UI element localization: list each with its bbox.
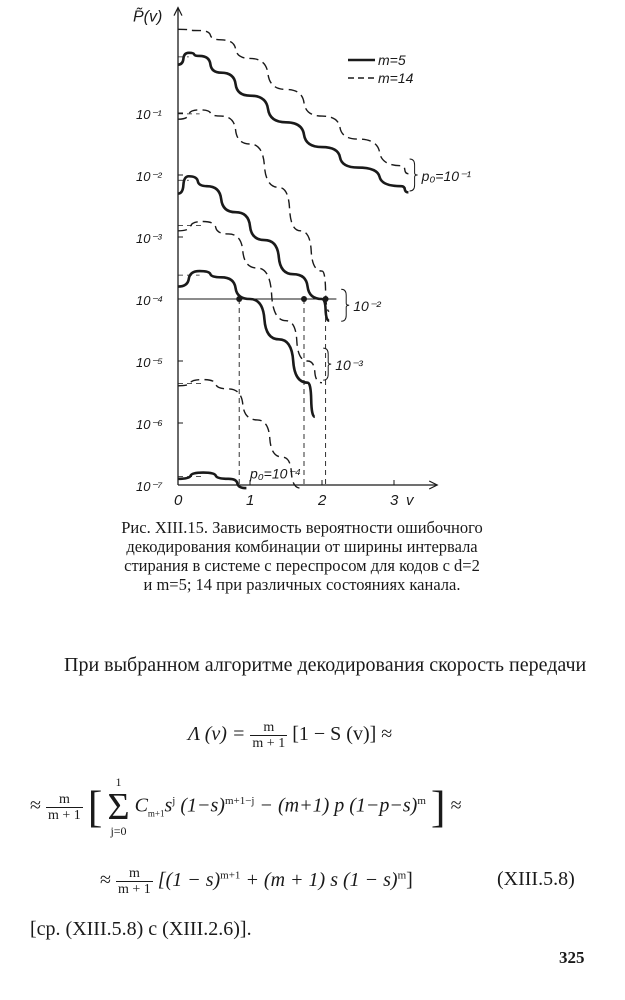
- curve-m14-group-0: [178, 29, 408, 173]
- group-annotation: 10⁻³: [335, 357, 363, 374]
- chart-curves: [178, 29, 408, 488]
- equation-3-prefix: ≈: [100, 869, 111, 892]
- y-tick-label: 10⁻⁶: [136, 417, 163, 432]
- chart-helper-lines: [178, 33, 336, 485]
- equation-2-prefix: ≈: [30, 794, 41, 817]
- sum-lower-limit: j=0: [110, 824, 127, 838]
- page-number: 325: [559, 948, 585, 967]
- s-term: s: [164, 794, 173, 817]
- legend-label: m=14: [378, 70, 414, 86]
- y-tick-label: 10⁻²: [136, 169, 162, 184]
- equation-3-mid: + (m + 1) s (1 − s): [240, 869, 398, 892]
- x-tick-label: 1: [246, 492, 255, 509]
- fraction-denominator: m + 1: [117, 882, 151, 897]
- marked-point: [236, 296, 242, 302]
- body-paragraph: При выбранном алгоритме декодирования скорость передачи: [64, 654, 587, 676]
- marked-point: [323, 296, 329, 302]
- group-annotation: p₀=10⁻¹: [421, 168, 472, 184]
- curve-m14-group-2: [178, 222, 322, 383]
- y-tick-label: 10⁻⁵: [136, 355, 163, 370]
- equation-3-end: ]: [406, 869, 413, 892]
- equation-number: (XIII.5.8): [497, 868, 575, 890]
- cross-reference: [ср. (XIII.5.8) с (XIII.2.6)].: [30, 918, 252, 940]
- marked-point: [301, 296, 307, 302]
- y-tick-label: 10⁻⁷: [136, 479, 163, 494]
- equation-2-fraction: [46, 792, 83, 823]
- equation-2: [30, 776, 462, 838]
- summation: [107, 776, 129, 838]
- curve-m5-group-0: [178, 53, 408, 193]
- left-bracket: [: [87, 782, 103, 832]
- group-brace: [410, 159, 418, 191]
- figure-caption: Рис. XIII.15. Зависимость вероятности ошибочного декодирования комбинации от ширины интервала стирания в системе с переспросом для кодов с d=2 и m=5; 14 при различных состояниях канала.: [121, 518, 483, 594]
- equation-3-exponent: m+1: [220, 869, 241, 882]
- x-tick-label: 0: [174, 492, 183, 509]
- chart-legend: [348, 52, 414, 86]
- curve-m5-group-2: [178, 271, 315, 417]
- x-tick-label: 2: [318, 492, 327, 509]
- group-annotation: 10⁻²: [353, 298, 381, 315]
- fraction-numerator: m: [46, 792, 83, 808]
- equation-2-end: ≈: [450, 794, 462, 817]
- legend-label: m=5: [378, 52, 406, 68]
- equation-3-body: [(1 − s): [157, 869, 221, 892]
- curve-m5-group-3: [178, 473, 246, 489]
- equation-1-rhs: [1 − S (v)] ≈: [292, 723, 393, 746]
- y-tick-label: 10⁻¹: [136, 107, 162, 122]
- y-axis-label: P̃(v): [133, 8, 163, 26]
- fraction-denominator: m + 1: [47, 807, 81, 823]
- fraction-numerator: m: [116, 866, 153, 882]
- group-annotation: p₀=10⁻⁴: [250, 465, 301, 482]
- s-exponent: j: [172, 794, 176, 807]
- y-tick-label: 10⁻⁴: [136, 293, 163, 308]
- equation-2-tail: − (m+1) p (1−p−s): [259, 794, 418, 817]
- sum-upper-limit: 1: [115, 775, 122, 789]
- chart-labels: [133, 6, 471, 509]
- binomial-subscript: m+1: [147, 808, 165, 819]
- equation-1-fraction: [250, 720, 287, 751]
- equation-3-mid-exponent: m: [397, 869, 407, 882]
- group-brace: [341, 289, 349, 321]
- x-tick-label: 3: [390, 492, 399, 509]
- equation-3-fraction: [116, 866, 153, 897]
- y-tick-label: 10⁻³: [136, 231, 162, 246]
- equation-3: [100, 866, 413, 897]
- x-axis-label: v: [406, 492, 414, 509]
- tail-exponent: m: [417, 794, 426, 807]
- one-minus-s: (1−s): [180, 794, 225, 817]
- one-minus-s-exponent: m+1−j: [224, 794, 255, 807]
- right-bracket: ]: [430, 782, 446, 832]
- sigma-symbol: Σ: [107, 786, 130, 828]
- group-brace: [323, 348, 331, 380]
- fraction-numerator: m: [250, 720, 287, 736]
- fraction-denominator: m + 1: [252, 736, 286, 751]
- binomial-coefficient: C: [134, 794, 148, 817]
- equation-1-lhs: Λ (v) =: [188, 723, 246, 746]
- equation-1: [188, 720, 392, 751]
